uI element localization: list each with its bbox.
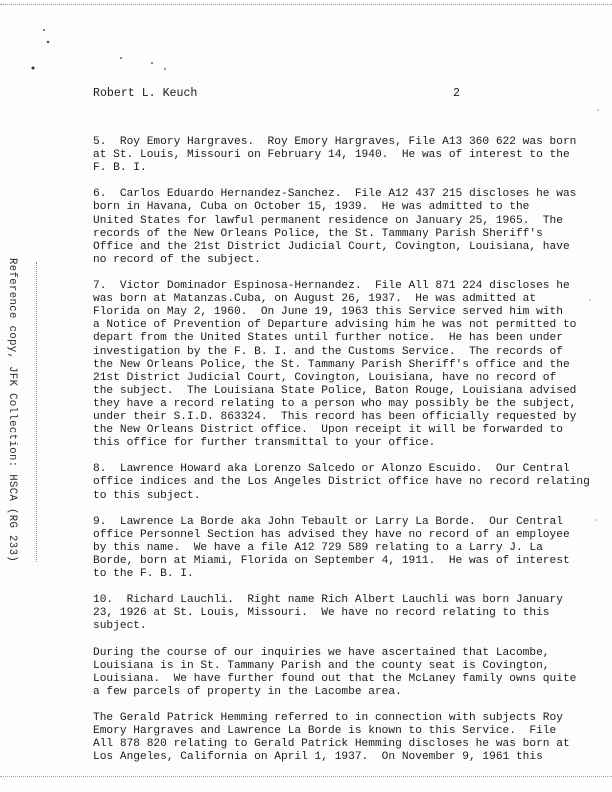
paragraph-item-9-la-borde: 9. Lawrence La Borde aka John Tebault or Larry La Borde. Our Central office Personnel Section has advised they have no record of an employee by this name. We have a file A12 729 589 relating to a Larry J. La Borde, born at Miami, Florida on September 4, 1911. He was of interest to the F. B. I. (93, 515, 570, 581)
memo-addressee: Robert L. Keuch (93, 87, 198, 100)
paragraph-item-7-espinosa-hernandez: 7. Victor Dominador Espinosa-Hernandez. File All 871 224 discloses he was born at Matanzas.Cuba, on August 26, 1937. He was admitted at Florida on May 2, 1960. On June 19, 1963 this Service served him with a Notice of Prevention of Departure advising him he was not permitted to depart from the United States until further notice. He has been under investigation by the F. B. I. and the Customs Service. The records of the New Orleans Police, the St. Tammany Parish Sheriff's office and the 21st District Judicial Court, Covington, Louisiana, have no record of the subject. The Louisiana State Police, Baton Rouge, Louisiana advised they have a record relating to a person who may possibly be the subject, under their S.I.D. 863324. This record has been officially requested by the New Orleans District office. Upon receipt it will be forwarded to this office for further transmittal to your office. (93, 280, 577, 450)
page-number: 2 (453, 87, 460, 100)
archive-reference-stamp: Reference copy, JFK Collection: HSCA (RG 233) (6, 258, 18, 563)
paragraph-lacombe-findings: During the course of our inquiries we have ascertained that Lacombe, Louisiana is in St. Tammany Parish and the county seat is Covington, Louisiana. We have further found out that the McLaney family owns quite a few parcels of property in the Lacombe area. (93, 646, 577, 698)
memo-body (93, 136, 590, 778)
paragraph-item-6-hernandez-sanchez: 6. Carlos Eduardo Hernandez-Sanchez. File A12 437 215 discloses he was born in Havana, Cuba on October 15, 1939. He was admitted to the United States for lawful permanent residence on January 25, 1965. The records of the New Orleans Police, the St. Tammany Parish Sheriff's Office and the 21st District Judicial Court, Covington, Louisiana, have no record of the subject. (93, 188, 577, 266)
paragraph-item-8-howard: 8. Lawrence Howard aka Lorenzo Salcedo or Alonzo Escuido. Our Central office indices and the Los Angeles District office have no record relating to this subject. (93, 463, 590, 502)
paragraph-item-10-lauchli: 10. Richard Lauchli. Right name Rich Albert Lauchli was born January 23, 1926 at St. Louis, Missouri. We have no record relating to this subject. (93, 594, 563, 633)
stamp-bracket (36, 262, 51, 562)
paragraph-item-5-hargraves: 5. Roy Emory Hargraves. Roy Emory Hargraves, File A13 360 622 was born at St. Louis, Missouri on February 14, 1940. He was of interest to the F. B. I. (93, 136, 577, 175)
scan-artifact-top (0, 4, 612, 23)
scan-artifact-bottom (0, 776, 612, 791)
paragraph-hemming: The Gerald Patrick Hemming referred to in connection with subjects Roy Emory Hargraves and Lawrence La Borde is known to this Service. File All 878 820 relating to Gerald Patrick Hemming discloses he was born at Los Angeles, California on April 1, 1937. On November 9, 1961 this (93, 712, 570, 764)
